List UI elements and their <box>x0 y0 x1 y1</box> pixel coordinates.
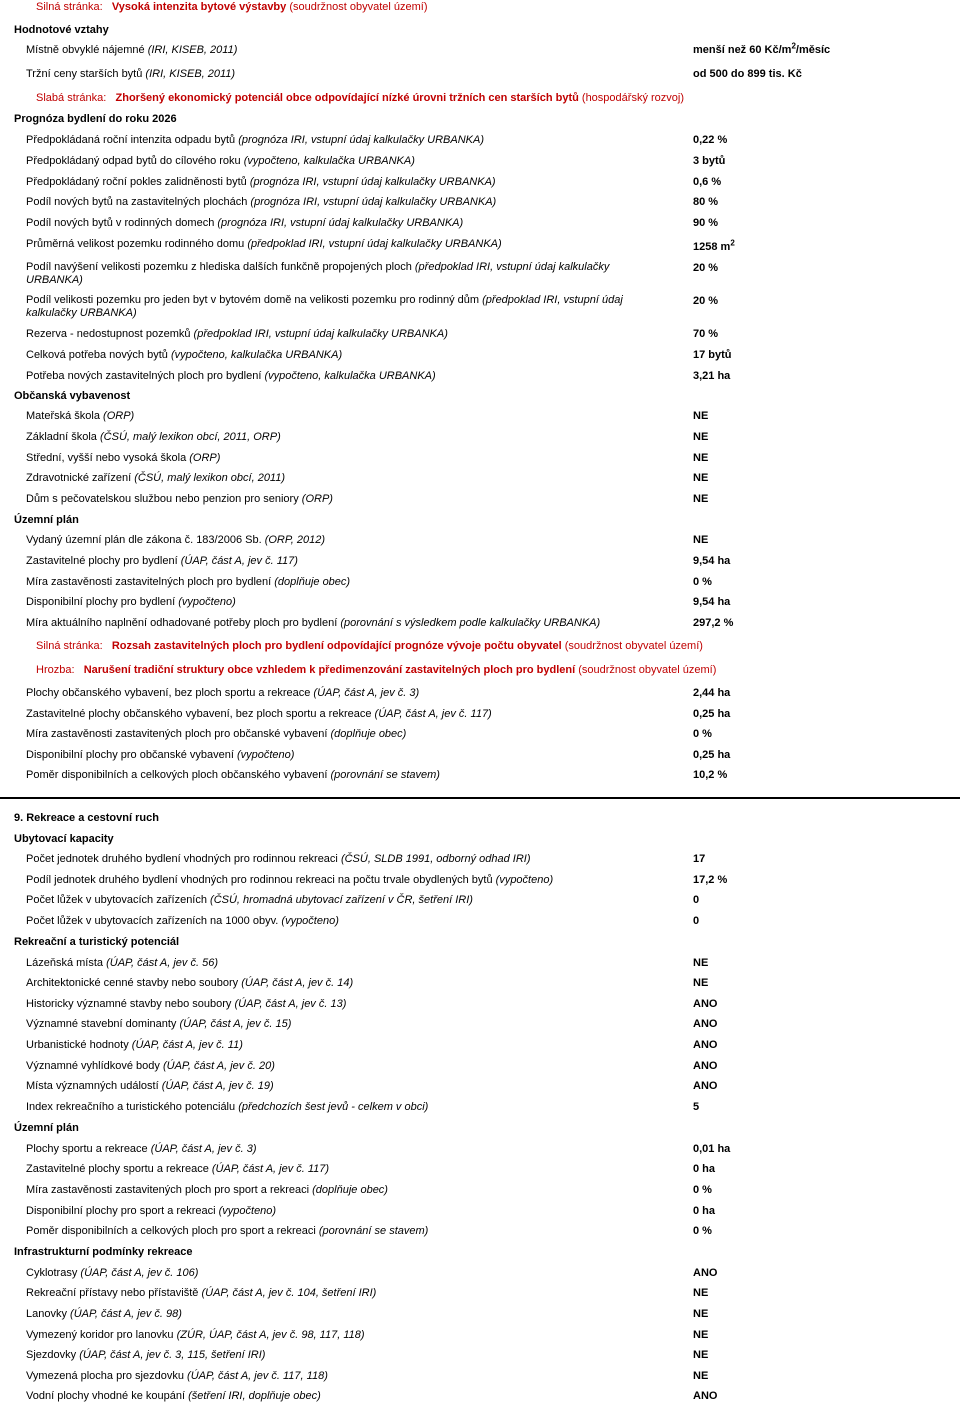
row-source: (doplňuje obec) <box>312 1184 388 1196</box>
data-row <box>0 749 960 769</box>
row-label: Míra aktuálního naplnění odhadované potřeby ploch pro bydlení <box>26 617 338 629</box>
row-source: (vypočteno, kalkulačka URBANKA) <box>243 155 415 167</box>
row-label: Míra zastavěnosti zastavitených ploch pro občanské vybavení <box>26 728 328 740</box>
row-value: 0 <box>693 915 700 927</box>
row-source: (ÚAP, část A, jev č. 3) <box>313 687 420 699</box>
row-value: 80 % <box>693 196 719 208</box>
statement-text: Zhoršený ekonomický potenciál obce odpovídající nízké úrovni tržních cen starších bytů <box>115 92 579 104</box>
row-label: Významné stavební dominanty <box>26 1018 177 1030</box>
row-label: Předpokládaný odpad bytů do cílového roku <box>26 155 241 167</box>
row-value: NE <box>693 977 709 989</box>
data-row <box>0 977 960 997</box>
section-heading: Prognóza bydlení do roku 2026 <box>14 113 177 125</box>
row-value: 90 % <box>693 217 719 229</box>
row-label: Dům s pečovatelskou službou nebo penzion pro seniory <box>26 493 299 505</box>
data-row <box>0 452 960 472</box>
data-row <box>0 1287 960 1307</box>
data-row <box>0 576 960 596</box>
row-value: 0 % <box>693 728 712 740</box>
row-value: 0 % <box>693 1225 712 1237</box>
strength-statement <box>0 1 960 21</box>
data-row <box>0 687 960 707</box>
row-source: (ORP) <box>189 452 221 464</box>
row-source: (ÚAP, část A, jev č. 13) <box>234 998 347 1010</box>
row-label: Rekreační přístavy nebo přístaviště <box>26 1287 199 1299</box>
section-heading: Územní plán <box>14 514 79 526</box>
row-label: Potřeba nových zastavitelných ploch pro bydlení <box>26 370 262 382</box>
threat-statement <box>0 664 960 684</box>
row-value: NE <box>693 1349 709 1361</box>
row-source: (ÚAP, část A, jev č. 117) <box>374 708 492 720</box>
weakness-statement <box>0 92 960 112</box>
statement-category: (soudržnost obyvatel území) <box>578 664 717 676</box>
data-row <box>0 1205 960 1225</box>
row-source: (ÚAP, část A, jev č. 14) <box>241 977 354 989</box>
row-value: 70 % <box>693 328 719 340</box>
row-source: (ÚAP, část A, jev č. 19) <box>161 1080 274 1092</box>
row-source: (šetření IRI, doplňuje obec) <box>188 1390 321 1402</box>
row-source: (porovnání se stavem) <box>330 769 440 781</box>
data-row <box>0 472 960 492</box>
statement-category: (soudržnost obyvatel území) <box>289 1 428 13</box>
row-source: (ZÚR, ÚAP, část A, jev č. 98, 117, 118) <box>176 1329 365 1341</box>
row-value: 0 % <box>693 1184 712 1196</box>
row-value: 17,2 % <box>693 874 728 886</box>
row-source: (ÚAP, část A, jev č. 104, šetření IRI) <box>201 1287 377 1299</box>
data-row <box>0 874 960 894</box>
row-label: Místně obvyklé nájemné <box>26 44 145 56</box>
row-label: Lázeňská místa <box>26 957 104 969</box>
row-label: Počet lůžek v ubytovacích zařízeních <box>26 894 207 906</box>
row-source: (vypočteno, kalkulačka URBANKA) <box>264 370 436 382</box>
data-row <box>0 1060 960 1080</box>
row-source: (předpoklad IRI, vstupní údaj kalkulačky URBANKA) <box>247 238 502 250</box>
data-row <box>0 176 960 196</box>
row-source: (porovnání s výsledkem podle kalkulačky URBANKA) <box>340 617 601 629</box>
row-source: (ÚAP, část A, jev č. 11) <box>131 1039 243 1051</box>
data-row <box>0 238 960 258</box>
row-value: 0,01 ha <box>693 1143 731 1155</box>
data-row <box>0 915 960 935</box>
data-row <box>0 957 960 977</box>
statement-text: Narušení tradiční struktury obce vzhledem k předimenzování zastavitelných ploch pro bydlení <box>83 664 576 676</box>
row-value: 0 % <box>693 576 712 588</box>
row-label: Zastavitelné plochy pro bydlení <box>26 555 178 567</box>
section-heading: Hodnotové vztahy <box>14 24 109 36</box>
row-label: Podíl navýšení velikosti pozemku z hlediska dalších funkčně propojených ploch <box>26 261 412 273</box>
row-source: (ÚAP, část A, jev č. 117) <box>211 1163 330 1175</box>
row-source: (předpoklad IRI, vstupní údaj kalkulačky URBANKA) <box>26 294 623 319</box>
row-label: Sjezdovky <box>26 1349 77 1361</box>
row-value: ANO <box>693 1039 718 1051</box>
row-source: (porovnání se stavem) <box>318 1225 429 1237</box>
strength-statement <box>0 640 960 660</box>
row-label: Plochy občanského vybavení, bez ploch sportu a rekreace <box>26 687 311 699</box>
row-value: ANO <box>693 1390 718 1402</box>
row-label: Disponibilní plochy pro sport a rekreaci <box>26 1205 216 1217</box>
row-value: ANO <box>693 1018 718 1030</box>
row-value: 3 bytů <box>693 155 726 167</box>
data-row <box>0 708 960 728</box>
row-label: Vydaný územní plán dle zákona č. 183/2006 Sb. <box>26 534 262 546</box>
data-row <box>0 1349 960 1369</box>
data-row <box>0 769 960 789</box>
section-heading: Občanská vybavenost <box>14 390 131 402</box>
row-value: 5 <box>693 1101 700 1113</box>
row-source: (ÚAP, část A, jev č. 117) <box>180 555 298 567</box>
data-row <box>0 555 960 575</box>
row-value: NE <box>693 1370 709 1382</box>
data-row <box>0 1039 960 1059</box>
row-source: (ÚAP, část A, jev č. 3) <box>150 1143 257 1155</box>
row-label: Lanovky <box>26 1308 67 1320</box>
data-row <box>0 196 960 216</box>
row-source: (ORP, 2012) <box>264 534 326 546</box>
data-row <box>0 410 960 430</box>
row-source: (ČSÚ, malý lexikon obcí, 2011) <box>134 472 286 484</box>
row-label: Disponibilní plochy pro občanské vybavení <box>26 749 234 761</box>
row-source: (ÚAP, část A, jev č. 117, 118) <box>187 1370 328 1382</box>
data-row <box>0 493 960 513</box>
statement-label: Silná stránka: <box>36 640 103 652</box>
row-source: (předpoklad IRI, vstupní údaj kalkulačky URBANKA) <box>193 328 448 340</box>
row-source: (ÚAP, část A, jev č. 98) <box>70 1308 182 1320</box>
row-source: (doplňuje obec) <box>274 576 351 588</box>
data-row <box>0 1184 960 1204</box>
row-label: Historicky významné stavby nebo soubory <box>26 998 232 1010</box>
data-row <box>0 328 960 348</box>
data-row <box>0 41 960 64</box>
statement-category: (soudržnost obyvatel území) <box>564 640 703 652</box>
row-source: (ČSÚ, malý lexikon obcí, 2011, ORP) <box>100 431 281 443</box>
row-value: ANO <box>693 1060 718 1072</box>
statement-text: Rozsah zastavitelných ploch pro bydlení odpovídající prognóze vývoje počtu obyvatel <box>111 640 562 652</box>
row-value: 0,25 ha <box>693 708 731 720</box>
data-row <box>0 134 960 154</box>
row-label: Počet jednotek druhého bydlení vhodných pro rodinnou rekreaci <box>26 853 338 865</box>
statement-label: Hrozba: <box>36 664 75 676</box>
row-label: Zastavitelné plochy sportu a rekreace <box>26 1163 209 1175</box>
data-row <box>0 534 960 554</box>
row-source: (ÚAP, část A, jev č. 15) <box>179 1018 292 1030</box>
section-title: 9. Rekreace a cestovní ruch <box>14 812 159 824</box>
row-label: Urbanistické hodnoty <box>26 1039 129 1051</box>
row-source: (prognóza IRI, vstupní údaj kalkulačky URBANKA) <box>249 176 496 188</box>
row-label: Předpokládaný roční pokles zalidněnosti bytů <box>26 176 247 188</box>
data-row <box>0 1267 960 1287</box>
data-row <box>0 728 960 748</box>
row-value: NE <box>693 410 709 422</box>
row-source: (vypočteno, kalkulačka URBANKA) <box>170 349 343 361</box>
row-source: (IRI, KISEB, 2011) <box>145 68 236 80</box>
row-value: NE <box>693 534 709 546</box>
row-source: (ÚAP, část A, jev č. 3, 115, šetření IRI) <box>79 1349 266 1361</box>
row-label: Základní škola <box>26 431 97 443</box>
row-label: Rezerva - nedostupnost pozemků <box>26 328 191 340</box>
section-heading: Infrastrukturní podmínky rekreace <box>14 1246 193 1258</box>
section-divider <box>0 797 960 799</box>
row-value: 10,2 % <box>693 769 728 781</box>
row-value: 0 ha <box>693 1205 716 1217</box>
row-value: 0 <box>693 894 700 906</box>
row-value: 20 % <box>693 262 719 274</box>
row-label: Celková potřeba nových bytů <box>26 349 168 361</box>
data-row <box>0 370 960 390</box>
row-value: NE <box>693 452 709 464</box>
data-row <box>0 294 960 324</box>
row-source: (ORP) <box>301 493 333 505</box>
row-source: (doplňuje obec) <box>330 728 407 740</box>
data-row <box>0 617 960 637</box>
row-label: Vymezená plocha pro sjezdovku <box>26 1370 184 1382</box>
data-row <box>0 1143 960 1163</box>
row-value: NE <box>693 957 709 969</box>
row-value: NE <box>693 431 709 443</box>
data-row <box>0 1163 960 1183</box>
row-label: Cyklotrasy <box>26 1267 78 1279</box>
row-label: Index rekreačního a turistického potenciálu <box>26 1101 236 1113</box>
row-label: Místa významných událostí <box>26 1080 159 1092</box>
row-label: Míra zastavěnosti zastavitelných ploch pro bydlení <box>26 576 272 588</box>
row-source: (prognóza IRI, vstupní údaj kalkulačky URBANKA) <box>238 134 484 146</box>
row-value: 3,21 ha <box>693 370 731 382</box>
row-source: (prognóza IRI, vstupní údaj kalkulačky URBANKA) <box>217 217 464 229</box>
row-value: 20 % <box>693 295 719 307</box>
statement-label: Slabá stránka: <box>36 92 107 104</box>
row-value: NE <box>693 493 709 505</box>
data-row <box>0 217 960 237</box>
data-row <box>0 261 960 291</box>
row-label: Průměrná velikost pozemku rodinného domu <box>26 238 245 250</box>
row-value: 0 ha <box>693 1163 716 1175</box>
data-row <box>0 1018 960 1038</box>
row-label: Vodní plochy vhodné ke koupání <box>26 1390 186 1402</box>
statement-category: (hospodářský rozvoj) <box>581 92 684 104</box>
data-row <box>0 155 960 175</box>
data-row <box>0 1370 960 1390</box>
row-source: (vypočteno) <box>281 915 339 927</box>
row-label: Poměr disponibilních a celkových ploch občanského vybavení <box>26 769 328 781</box>
row-value: ANO <box>693 998 718 1010</box>
row-label: Zastavitelné plochy občanského vybavení, bez ploch sportu a rekreace <box>26 708 372 720</box>
data-row <box>0 998 960 1018</box>
row-value: menší než 60 $Kč/m^2$/měsíc <box>693 41 831 56</box>
statement-label: Silná stránka: <box>36 1 103 13</box>
section-heading: Územní plán <box>14 1122 79 1134</box>
row-source: (vypočteno) <box>178 596 236 608</box>
data-row <box>0 853 960 873</box>
row-source: (předpoklad IRI, vstupní údaj kalkulačky URBANKA) <box>26 261 610 286</box>
row-label: Tržní ceny starších bytů <box>26 68 143 80</box>
row-label: Zdravotnické zařízení <box>26 472 132 484</box>
data-row <box>0 349 960 369</box>
row-source: (ČSÚ, hromadná ubytovací zařízení v ČR, šetření IRI) <box>210 894 473 906</box>
row-label: Vymezený koridor pro lanovku <box>26 1329 174 1341</box>
row-value: ANO <box>693 1267 718 1279</box>
data-row <box>0 1225 960 1245</box>
row-value: 17 <box>693 853 706 865</box>
row-value: NE <box>693 1287 709 1299</box>
row-value: 17 bytů <box>693 349 732 361</box>
row-label: Architektonické cenné stavby nebo soubory <box>26 977 239 989</box>
data-row <box>0 1308 960 1328</box>
row-source: (IRI, KISEB, 2011) <box>147 44 238 56</box>
row-source: (prognóza IRI, vstupní údaj kalkulačky URBANKA) <box>250 196 497 208</box>
row-value: od 500 do 899 tis. Kč <box>693 68 802 80</box>
data-row <box>0 1080 960 1100</box>
row-label: Podíl jednotek druhého bydlení vhodných pro rodinnou rekreaci na počtu trvale obydlených bytů <box>26 874 493 886</box>
data-row <box>0 1101 960 1121</box>
row-value: NE <box>693 1308 709 1320</box>
data-row <box>0 894 960 914</box>
row-source: (vypočteno) <box>236 749 295 761</box>
row-label: Mateřská škola <box>26 410 100 422</box>
row-source: (ÚAP, část A, jev č. 20) <box>162 1060 275 1072</box>
row-label: Disponibilní plochy pro bydlení <box>26 596 176 608</box>
row-value: 9,54 ha <box>693 555 731 567</box>
row-source: (vypočteno) <box>495 874 554 886</box>
section-heading: Ubytovací kapacity <box>14 833 114 845</box>
row-source: (ÚAP, část A, jev č. 56) <box>106 957 218 969</box>
row-label: Významné vyhlídkové body <box>26 1060 160 1072</box>
row-source: (ORP) <box>103 410 135 422</box>
row-source: (ÚAP, část A, jev č. 106) <box>80 1267 199 1279</box>
row-source: (předchozích šest jevů - celkem v obci) <box>238 1101 429 1113</box>
row-label: Poměr disponibilních a celkových ploch pro sport a rekreaci <box>26 1225 316 1237</box>
row-value: 9,54 ha <box>693 596 731 608</box>
row-value: 2,44 ha <box>693 687 731 699</box>
row-value: 0,22 % <box>693 134 728 146</box>
row-value: NE <box>693 1329 709 1341</box>
row-source: (ČSÚ, SLDB 1991, odborný odhad IRI) <box>340 853 531 865</box>
section-heading: Rekreační a turistický potenciál <box>14 936 180 948</box>
row-value: 0,6 % <box>693 176 722 188</box>
row-value: NE <box>693 472 709 484</box>
data-row <box>0 68 960 88</box>
row-label: Počet lůžek v ubytovacích zařízeních na 1000 obyv. <box>26 915 279 927</box>
row-value: 1258 $m^2$ <box>693 238 735 253</box>
data-row <box>0 596 960 616</box>
row-value: 297,2 % <box>693 617 734 629</box>
row-value: 0,25 ha <box>693 749 731 761</box>
row-label: Podíl nových bytů v rodinných domech <box>26 217 215 229</box>
row-label: Podíl nových bytů na zastavitelných plochách <box>26 196 248 208</box>
row-label: Míra zastavěnosti zastavitených ploch pro sport a rekreaci <box>26 1184 310 1196</box>
data-row <box>0 431 960 451</box>
statement-text: Vysoká intenzita bytové výstavby <box>111 1 287 13</box>
row-source: (vypočteno) <box>218 1205 277 1217</box>
data-row <box>0 1390 960 1406</box>
row-label: Podíl velikosti pozemku pro jeden byt v bytovém domě na velikosti pozemku pro rodinný dům <box>26 294 480 306</box>
row-value: ANO <box>693 1080 718 1092</box>
row-label: Plochy sportu a rekreace <box>26 1143 148 1155</box>
row-label: Předpokládaná roční intenzita odpadu bytů <box>26 134 236 146</box>
data-row <box>0 1329 960 1349</box>
row-label: Střední, vyšší nebo vysoká škola <box>26 452 187 464</box>
